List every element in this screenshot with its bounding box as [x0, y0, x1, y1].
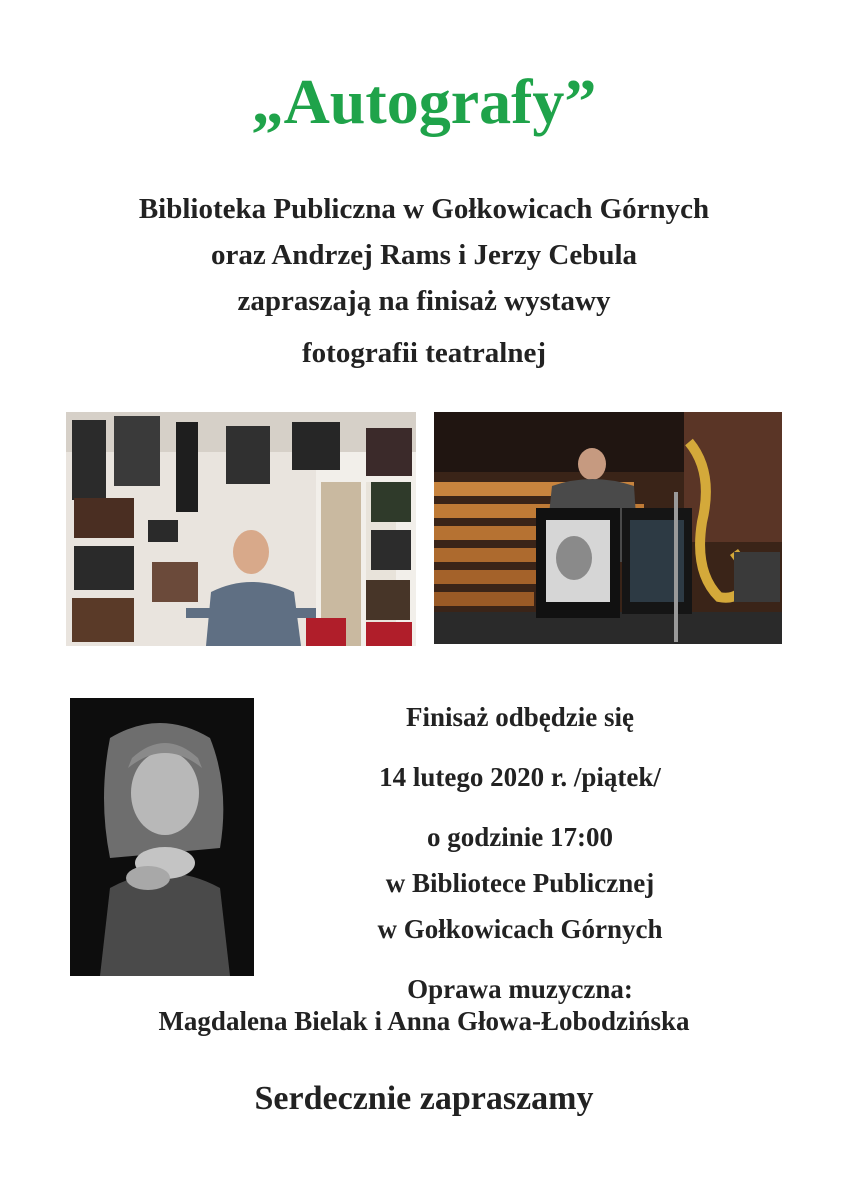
event-date: 14 lutego 2020 r. /piątek/: [379, 762, 661, 792]
portrait-photo: [70, 698, 254, 976]
details-heading: Finisaż odbędzie się: [406, 702, 634, 732]
event-details: [290, 694, 750, 1012]
intro-line-subject: fotografii teatralnej: [302, 337, 546, 369]
theater-photo: [434, 412, 782, 644]
music-heading: Oprawa muzyczna:: [407, 974, 633, 1004]
poster-title: „Autografy”: [251, 66, 597, 137]
event-venue: w Bibliotece Publicznej: [385, 868, 655, 898]
music-performers: Magdalena Bielak i Anna Głowa-Łobodzińska: [158, 1006, 690, 1036]
intro-line-organizer: Biblioteka Publiczna w Gołkowicach Górnych: [138, 193, 710, 225]
event-location: w Gołkowicach Górnych: [377, 914, 663, 944]
event-time: o godzinie 17:00: [427, 822, 613, 852]
closing-line: Serdecznie zapraszamy: [254, 1080, 594, 1117]
intro-line-authors: oraz Andrzej Rams i Jerzy Cebula: [210, 239, 638, 271]
invitation-text: [0, 186, 848, 376]
gallery-photo: [66, 412, 416, 646]
intro-line-invite: zapraszają na finisaż wystawy: [237, 285, 611, 317]
